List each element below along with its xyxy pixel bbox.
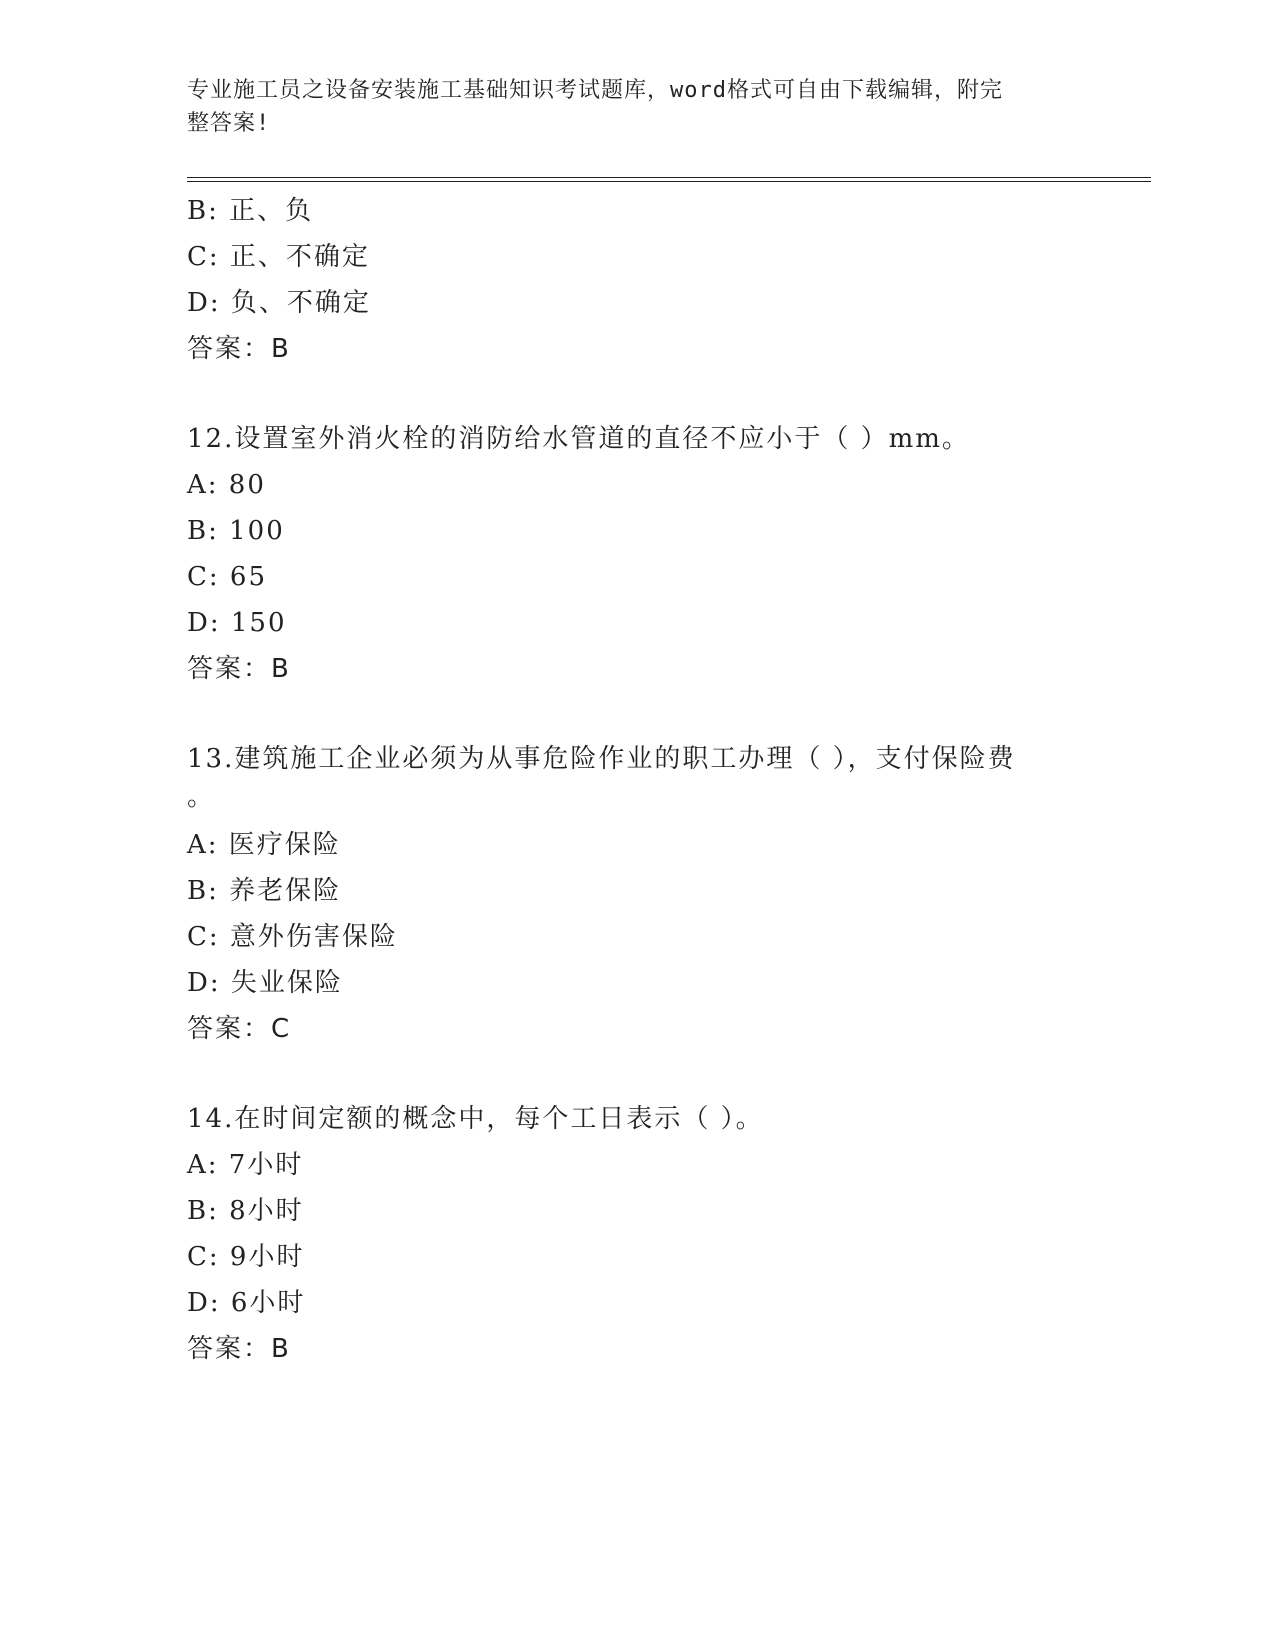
question-text: 14.在时间定额的概念中，每个工日表示（ ）。 [187,1104,764,1134]
option-b: B: 正、负 [187,196,314,226]
option-c: C: 65 [187,562,268,592]
option-b: B: 8小时 [187,1196,304,1226]
question-text: 12.设置室外消火栓的消防给水管道的直径不应小于（ ）mm。 [187,424,970,454]
option-d: D: 失业保险 [187,968,343,998]
header-divider-bottom [187,181,1151,182]
question-12 [187,416,1087,692]
question-list [187,188,1087,1372]
option-d: D: 150 [187,608,287,638]
header-title-line1: 专业施工员之设备安装施工基础知识考试题库，word格式可自由下载编辑，附完 [187,78,1003,103]
answer-line: 答案：B [187,654,291,684]
option-a: A: 7小时 [187,1150,304,1180]
question-14 [187,1096,1087,1372]
option-d: D: 负、不确定 [187,288,371,318]
option-a: A: 医疗保险 [187,830,341,860]
question-13 [187,736,1087,1052]
option-c: C: 9小时 [187,1242,305,1272]
option-d: D: 6小时 [187,1288,306,1318]
option-b: B: 100 [187,516,285,546]
header-divider-top [187,177,1151,178]
question-text-continued: 。 [187,782,216,812]
answer-line: 答案：B [187,1334,291,1364]
option-b: B: 养老保险 [187,876,342,906]
header-title-line2: 整答案! [187,111,271,136]
answer-line: 答案：C [187,1014,292,1044]
question-11-continued [187,188,1087,372]
answer-line: 答案：B [187,334,291,364]
question-text: 13.建筑施工企业必须为从事危险作业的职工办理（ ），支付保险费 [187,744,1016,774]
option-c: C: 意外伤害保险 [187,922,398,952]
document-header [187,74,1067,140]
option-c: C: 正、不确定 [187,242,370,272]
option-a: A: 80 [187,470,266,500]
